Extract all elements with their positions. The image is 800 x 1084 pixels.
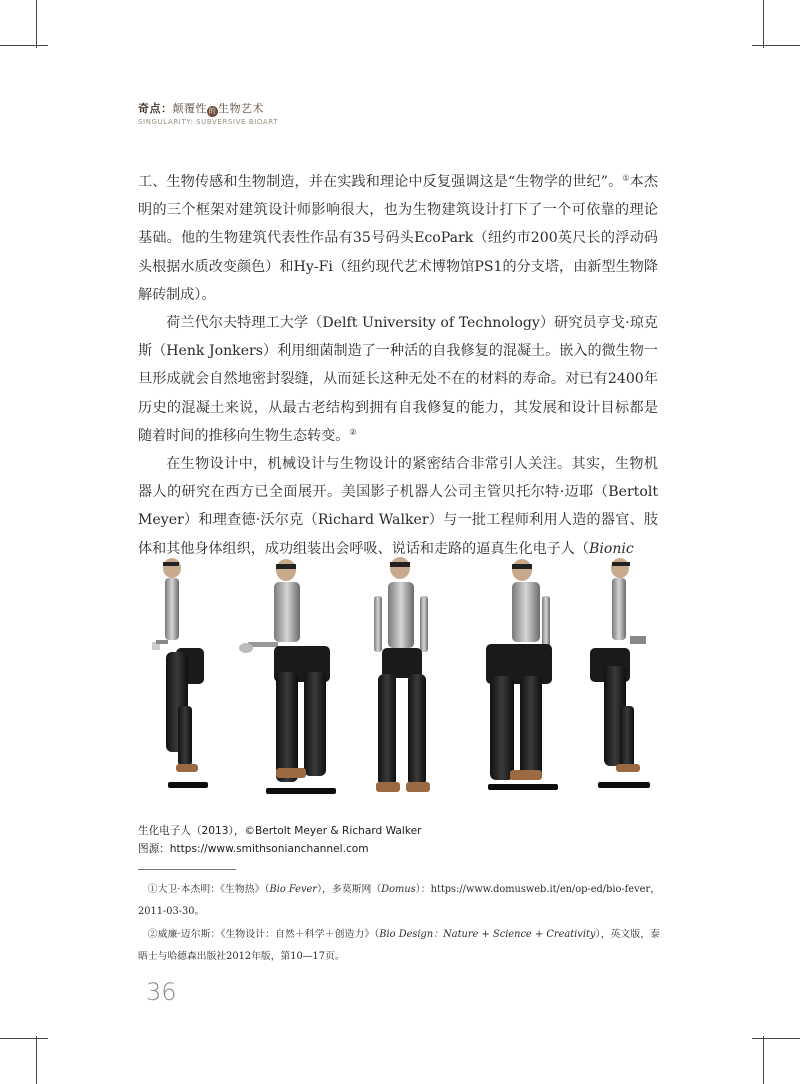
title-rest: 颠覆性 [172, 102, 207, 115]
caption-title: 生化电子人（2013），©Bertolt Meyer & Richard Walker [138, 825, 422, 837]
title-bold: 奇点： [138, 102, 173, 115]
footnote-ref-1[interactable]: ① [622, 173, 630, 183]
paragraph-3 [138, 450, 658, 563]
paragraph-1-text-cont: 本杰明的三个框架对建筑设计师影响很大，也为生物建筑设计打下了一个可依靠的理论基础。他的生物建筑代表性作品有35号码头EcoPark（纽约市200英尺长的浮动码头根据水质改变颜色）和Hy-Fi（纽约现代艺术博物馆PS1的分支塔，由新型生物降解砖制成）。 [138, 174, 658, 303]
fn1-italic: Domus [381, 884, 416, 895]
fn1-part: ①大卫·本杰明：《生物热》（ [147, 884, 270, 895]
fn2-part: ②威廉·迈尔斯：《生物设计：自然＋科学＋创造力》（ [147, 929, 380, 940]
body-text [138, 168, 658, 563]
crop-mark [752, 45, 800, 46]
title-tail: 生物艺术 [218, 102, 264, 115]
footnote-2 [138, 924, 660, 968]
bionic-man-photo [138, 556, 662, 802]
footnotes [138, 879, 660, 969]
fn2-part: ），英文版，泰晤士与哈德森出版社2012年版，第10—17页。 [138, 929, 660, 962]
crop-mark [0, 1038, 48, 1039]
footnote-ref-2[interactable]: ② [349, 427, 357, 437]
robot-view-side-left [152, 558, 208, 788]
footnote-divider [138, 869, 236, 870]
paragraph-2-text: 荷兰代尔夫特理工大学（Delft University of Technology）研究员亨戈·琼克斯（Henk Jonkers）利用细菌制造了一种活的自我修复的混凝土。嵌入的微生物一旦形成就会自然地密封裂缝，从而延长这种无处不在的材料的寿命。对已有2400年历史的混凝土来说，从最古老结构到拥有自我修复的能力，其发展和设计目标都是随着时间的推移向生物生态转变。 [138, 315, 658, 444]
crop-mark [0, 45, 48, 46]
footnote-1 [138, 879, 660, 923]
robot-view-side-right [590, 558, 650, 788]
book-title [138, 100, 278, 117]
crop-mark [36, 0, 37, 48]
running-header [138, 100, 278, 126]
robot-view-three-quarter-right [486, 559, 558, 790]
fn1-italic: Bio Fever [269, 884, 317, 895]
crop-mark [36, 1036, 37, 1084]
fn1-part: ），多莫斯网（ [317, 884, 382, 895]
page-number: 36 [146, 978, 177, 1006]
fn2-italic: Bio Design：Nature + Science + Creativity [379, 929, 596, 940]
paragraph-1-text: 工、生物传感和生物制造，并在实践和理论中反复强调这是“生物学的世纪”。 [138, 174, 623, 190]
paragraph-3-italic: Bionic [589, 540, 634, 557]
book-subtitle: SINGULARITY: SUBVERSIVE BIOART [138, 118, 279, 126]
crop-mark [763, 0, 764, 48]
robot-view-three-quarter-left [239, 559, 336, 794]
emblem-char: 的 [208, 107, 217, 115]
title-emblem [207, 106, 218, 117]
crop-mark [752, 1038, 800, 1039]
caption-source: 图源：https://www.smithsonianchannel.com [138, 843, 369, 855]
crop-mark [763, 1036, 764, 1084]
fn1-part: ）：https://www.domusweb.it/en/op-ed/bio-fever，2011-03-30。 [138, 884, 660, 917]
paragraph-2 [138, 309, 658, 450]
paragraph-3-text: 在生物设计中，机械设计与生物设计的紧密结合非常引人关注。其实，生物机器人的研究在西方已全面展开。美国影子机器人公司主管贝托尔特·迈耶（Bertolt Meyer）和理查德·沃尔克（Richard Walker）与一批工程师利用人造的器官、肢体和其他身体组织，成功组装出会呼吸、说话和走路的逼真生化电子人（ [138, 456, 658, 557]
robot-view-front [374, 557, 430, 792]
figure-caption [138, 822, 422, 858]
robot-illustration [138, 556, 662, 802]
paragraph-1 [138, 168, 658, 309]
